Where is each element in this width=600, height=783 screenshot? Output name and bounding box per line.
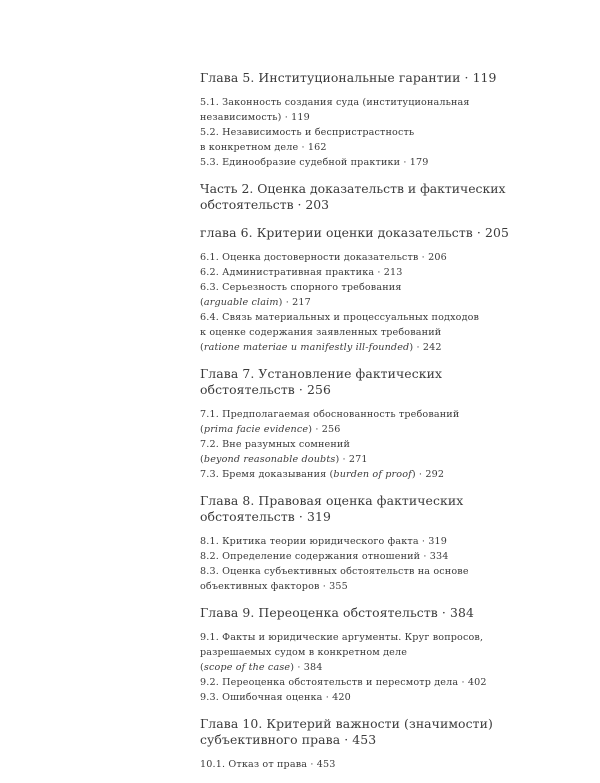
toc-entry-7-2: 7.2. Вне разумных сомнений (beyond reasonable doubts) · 271 <box>200 439 368 465</box>
chapter-5-entries <box>200 95 520 170</box>
toc-entry-6-1: 6.1. Оценка достоверности доказательств · 206 <box>200 252 447 263</box>
toc-entry-7-3: 7.3. Бремя доказывания (burden of proof) · 292 <box>200 469 445 480</box>
chapter-8-heading: Глава 8. Правовая оценка фактических обстоятельств · 319 <box>200 493 464 524</box>
toc-entry-9-3: 9.3. Ошибочная оценка · 420 <box>200 692 351 703</box>
chapter-7-entries <box>200 407 520 482</box>
chapter-6-heading: глава 6. Критерии оценки доказательств · 205 <box>200 225 509 240</box>
chapter-6-entries <box>200 250 520 355</box>
toc-entry-8-1: 8.1. Критика теории юридического факта · 319 <box>200 536 448 547</box>
chapter-5-heading: Глава 5. Институциональные гарантии · 119 <box>200 70 497 85</box>
chapter-7-heading: Глава 7. Установление фактических обстоятельств · 256 <box>200 366 443 397</box>
toc-entry-8-3: 8.3. Оценка субъективных обстоятельств на основе объективных факторов · 355 <box>200 566 469 592</box>
chapter-9-entries <box>200 630 520 705</box>
toc-entry-6-2: 6.2. Административная практика · 213 <box>200 267 403 278</box>
toc-entry-6-3: 6.3. Серьезность спорного требования (arguable claim) · 217 <box>200 282 402 308</box>
chapter-10-heading: Глава 10. Критерий важности (значимости) субъективного права · 453 <box>200 716 493 747</box>
toc-entry-10-1: 10.1. Отказ от права · 453 <box>200 759 336 770</box>
part-2-heading: Часть 2. Оценка доказательств и фактических обстоятельств · 203 <box>200 181 506 212</box>
chapter-10-entries <box>200 757 520 772</box>
toc-entry-5-3: 5.3. Единообразие судебной практики · 179 <box>200 157 429 168</box>
toc-entry-5-1: 5.1. Законность создания суда (институциональная независимость) · 119 <box>200 97 470 123</box>
table-of-contents <box>200 70 520 783</box>
toc-entry-9-2: 9.2. Переоценка обстоятельств и пересмотр дела · 402 <box>200 677 487 688</box>
chapter-9-heading: Глава 9. Переоценка обстоятельств · 384 <box>200 605 474 620</box>
toc-entry-6-4: 6.4. Связь материальных и процессуальных подходов к оценке содержания заявленных требований (ratione materiae и manifestly ill-founded) · 242 <box>200 312 480 353</box>
toc-entry-9-1: 9.1. Факты и юридические аргументы. Круг вопросов, разрешаемых судом в конкретном деле (scope of the case) · 384 <box>200 632 484 673</box>
toc-entry-7-1: 7.1. Предполагаемая обоснованность требований (prima facie evidence) · 256 <box>200 409 460 435</box>
toc-entry-8-2: 8.2. Определение содержания отношений · 334 <box>200 551 449 562</box>
toc-entry-5-2: 5.2. Независимость и беспристрастность в конкретном деле · 162 <box>200 127 415 153</box>
chapter-8-entries <box>200 534 520 594</box>
